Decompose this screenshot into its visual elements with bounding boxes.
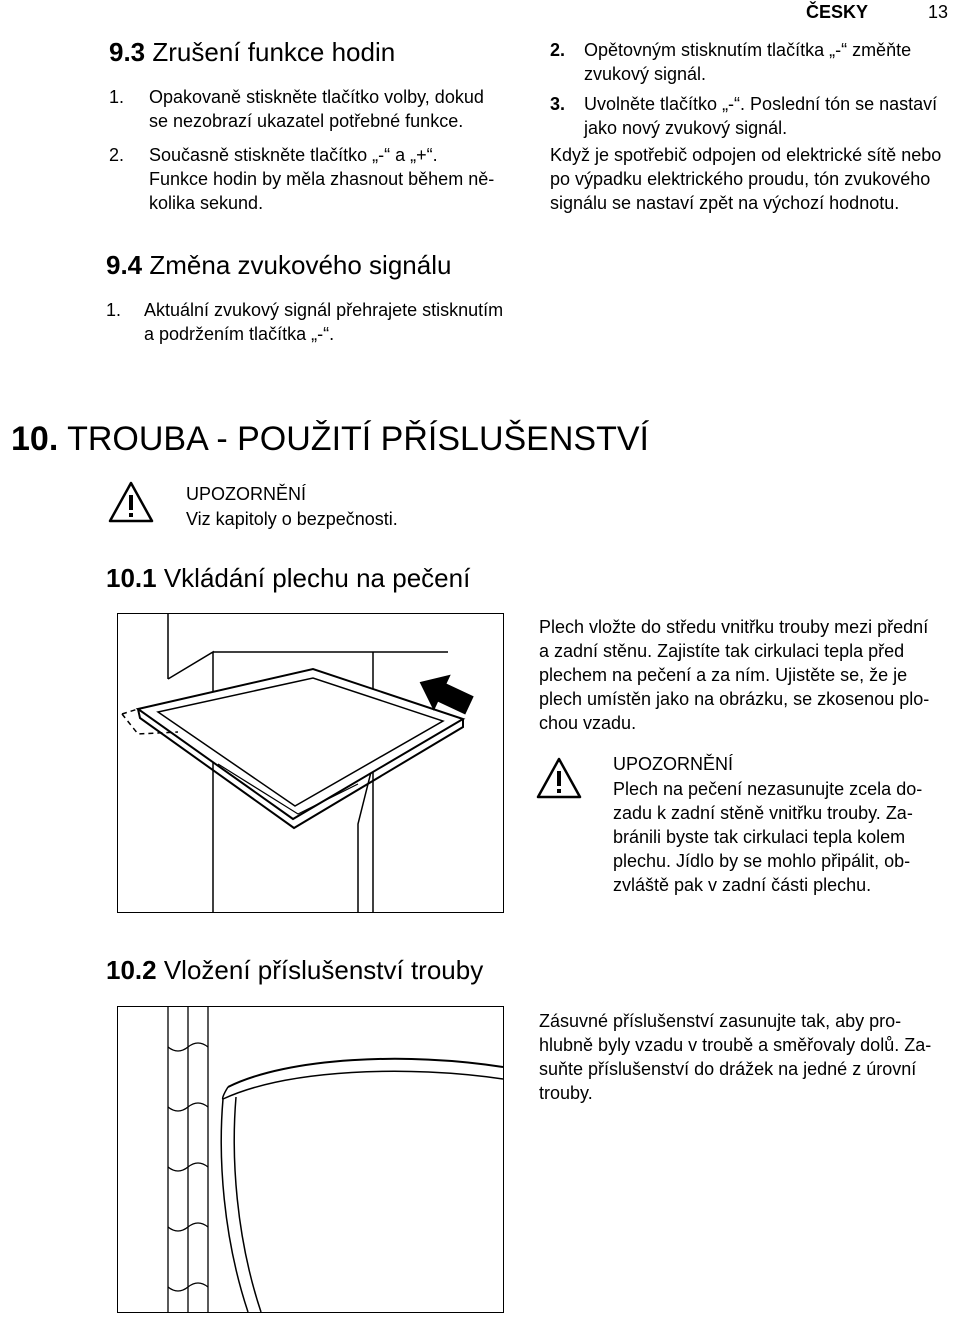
- warning-text: Viz kapitoly o bezpečnosti.: [186, 509, 398, 529]
- baking-tray-illustration: [117, 613, 504, 913]
- item-line: Opakovaně stiskněte tlačítko volby, dokud: [149, 87, 484, 107]
- accessory-instructions: [539, 1009, 959, 1105]
- list-item: [109, 143, 529, 215]
- text-line: Plech vložte do středu vnitřku trouby mezi přední: [539, 617, 929, 637]
- note-line: po výpadku elektrického proudu, tón zvukového: [550, 169, 931, 189]
- note-paragraph: [550, 143, 960, 215]
- list-item: [550, 92, 960, 140]
- chapter-10-heading: [11, 419, 649, 459]
- item-line: a podržením tlačítka „-“.: [144, 324, 335, 344]
- tray-instructions: [539, 615, 959, 735]
- item-line: zvukový signál.: [584, 64, 707, 84]
- list-item: [550, 38, 960, 86]
- text-line: plechem na pečení a za ním. Ujistěte se, že je: [539, 665, 908, 685]
- warning-title: UPOZORNĚNÍ: [613, 754, 734, 774]
- section-title: Vkládání plechu na pečení: [163, 563, 471, 593]
- text-line: chou vzadu.: [539, 713, 637, 733]
- text-line: Plech na pečení nezasunujte zcela do-: [613, 779, 923, 799]
- text-line: bránili byste tak cirkulaci tepla kolem: [613, 827, 906, 847]
- item-line: Funkce hodin by měla zhasnout během ně-: [149, 169, 495, 189]
- oven-accessory-illustration: [117, 1006, 504, 1313]
- warning-text: [613, 777, 953, 897]
- section-number: 10.1: [106, 563, 157, 593]
- section-title: Změna zvukového signálu: [149, 250, 452, 280]
- list-item: [109, 85, 529, 133]
- note-line: signálu se nastaví zpět na výchozí hodnotu.: [550, 193, 900, 213]
- list-item: [106, 298, 526, 346]
- warning-triangle-icon: [536, 757, 582, 799]
- section-number: 10.2: [106, 955, 157, 985]
- section-10-2-heading: [106, 955, 483, 985]
- item-line: se nezobrazí ukazatel potřebné funkce.: [149, 111, 464, 131]
- section-9-4-heading: [106, 250, 451, 280]
- item-line: Opětovným stisknutím tlačítka „-“ změňte: [584, 40, 912, 60]
- item-number: 2.: [109, 145, 125, 165]
- text-line: Zásuvné příslušenství zasunujte tak, aby pro-: [539, 1011, 902, 1031]
- item-number: 2.: [550, 40, 566, 60]
- section-title: Zrušení funkce hodin: [152, 37, 396, 67]
- text-line: hlubně byly vzadu v troubě a směřovaly dolů. Za-: [539, 1035, 932, 1055]
- chapter-title: TROUBA - POUŽITÍ PŘÍSLUŠENSTVÍ: [67, 420, 649, 458]
- warning-triangle-icon: [108, 481, 154, 523]
- text-line: suňte příslušenství do drážek na jedné z úrovní: [539, 1059, 917, 1079]
- note-line: Když je spotřebič odpojen od elektrické sítě nebo: [550, 145, 942, 165]
- item-line: kolika sekund.: [149, 193, 264, 213]
- item-number: 1.: [109, 87, 125, 107]
- item-number: 3.: [550, 94, 566, 114]
- item-line: Uvolněte tlačítko „-“. Poslední tón se nastaví: [584, 94, 938, 114]
- text-line: plechu. Jídlo by se mohlo připálit, ob-: [613, 851, 911, 871]
- section-10-1-heading: [106, 563, 470, 593]
- section-number: 9.3: [109, 37, 146, 67]
- section-title: Vložení příslušenství trouby: [163, 955, 484, 985]
- text-line: a zadní stěnu. Zajistíte tak cirkulaci tepla před: [539, 641, 905, 661]
- item-line: Současně stiskněte tlačítko „-“ a „+“.: [149, 145, 438, 165]
- chapter-number: 10.: [11, 420, 59, 458]
- text-line: zvláště pak v zadní části plechu.: [613, 875, 872, 895]
- item-number: 1.: [106, 300, 122, 320]
- item-line: Aktuální zvukový signál přehrajete stisknutím: [144, 300, 504, 320]
- item-line: jako nový zvukový signál.: [584, 118, 788, 138]
- text-line: trouby.: [539, 1083, 593, 1103]
- page-number: 13: [928, 2, 949, 22]
- header-language: ČESKY: [806, 2, 869, 22]
- section-9-3-heading: [109, 37, 395, 67]
- text-line: plech umístěn jako na obrázku, se zkosenou plo-: [539, 689, 930, 709]
- text-line: zadu k zadní stěně vnitřku trouby. Za-: [613, 803, 913, 823]
- section-number: 9.4: [106, 250, 143, 280]
- warning-title: UPOZORNĚNÍ: [186, 484, 307, 504]
